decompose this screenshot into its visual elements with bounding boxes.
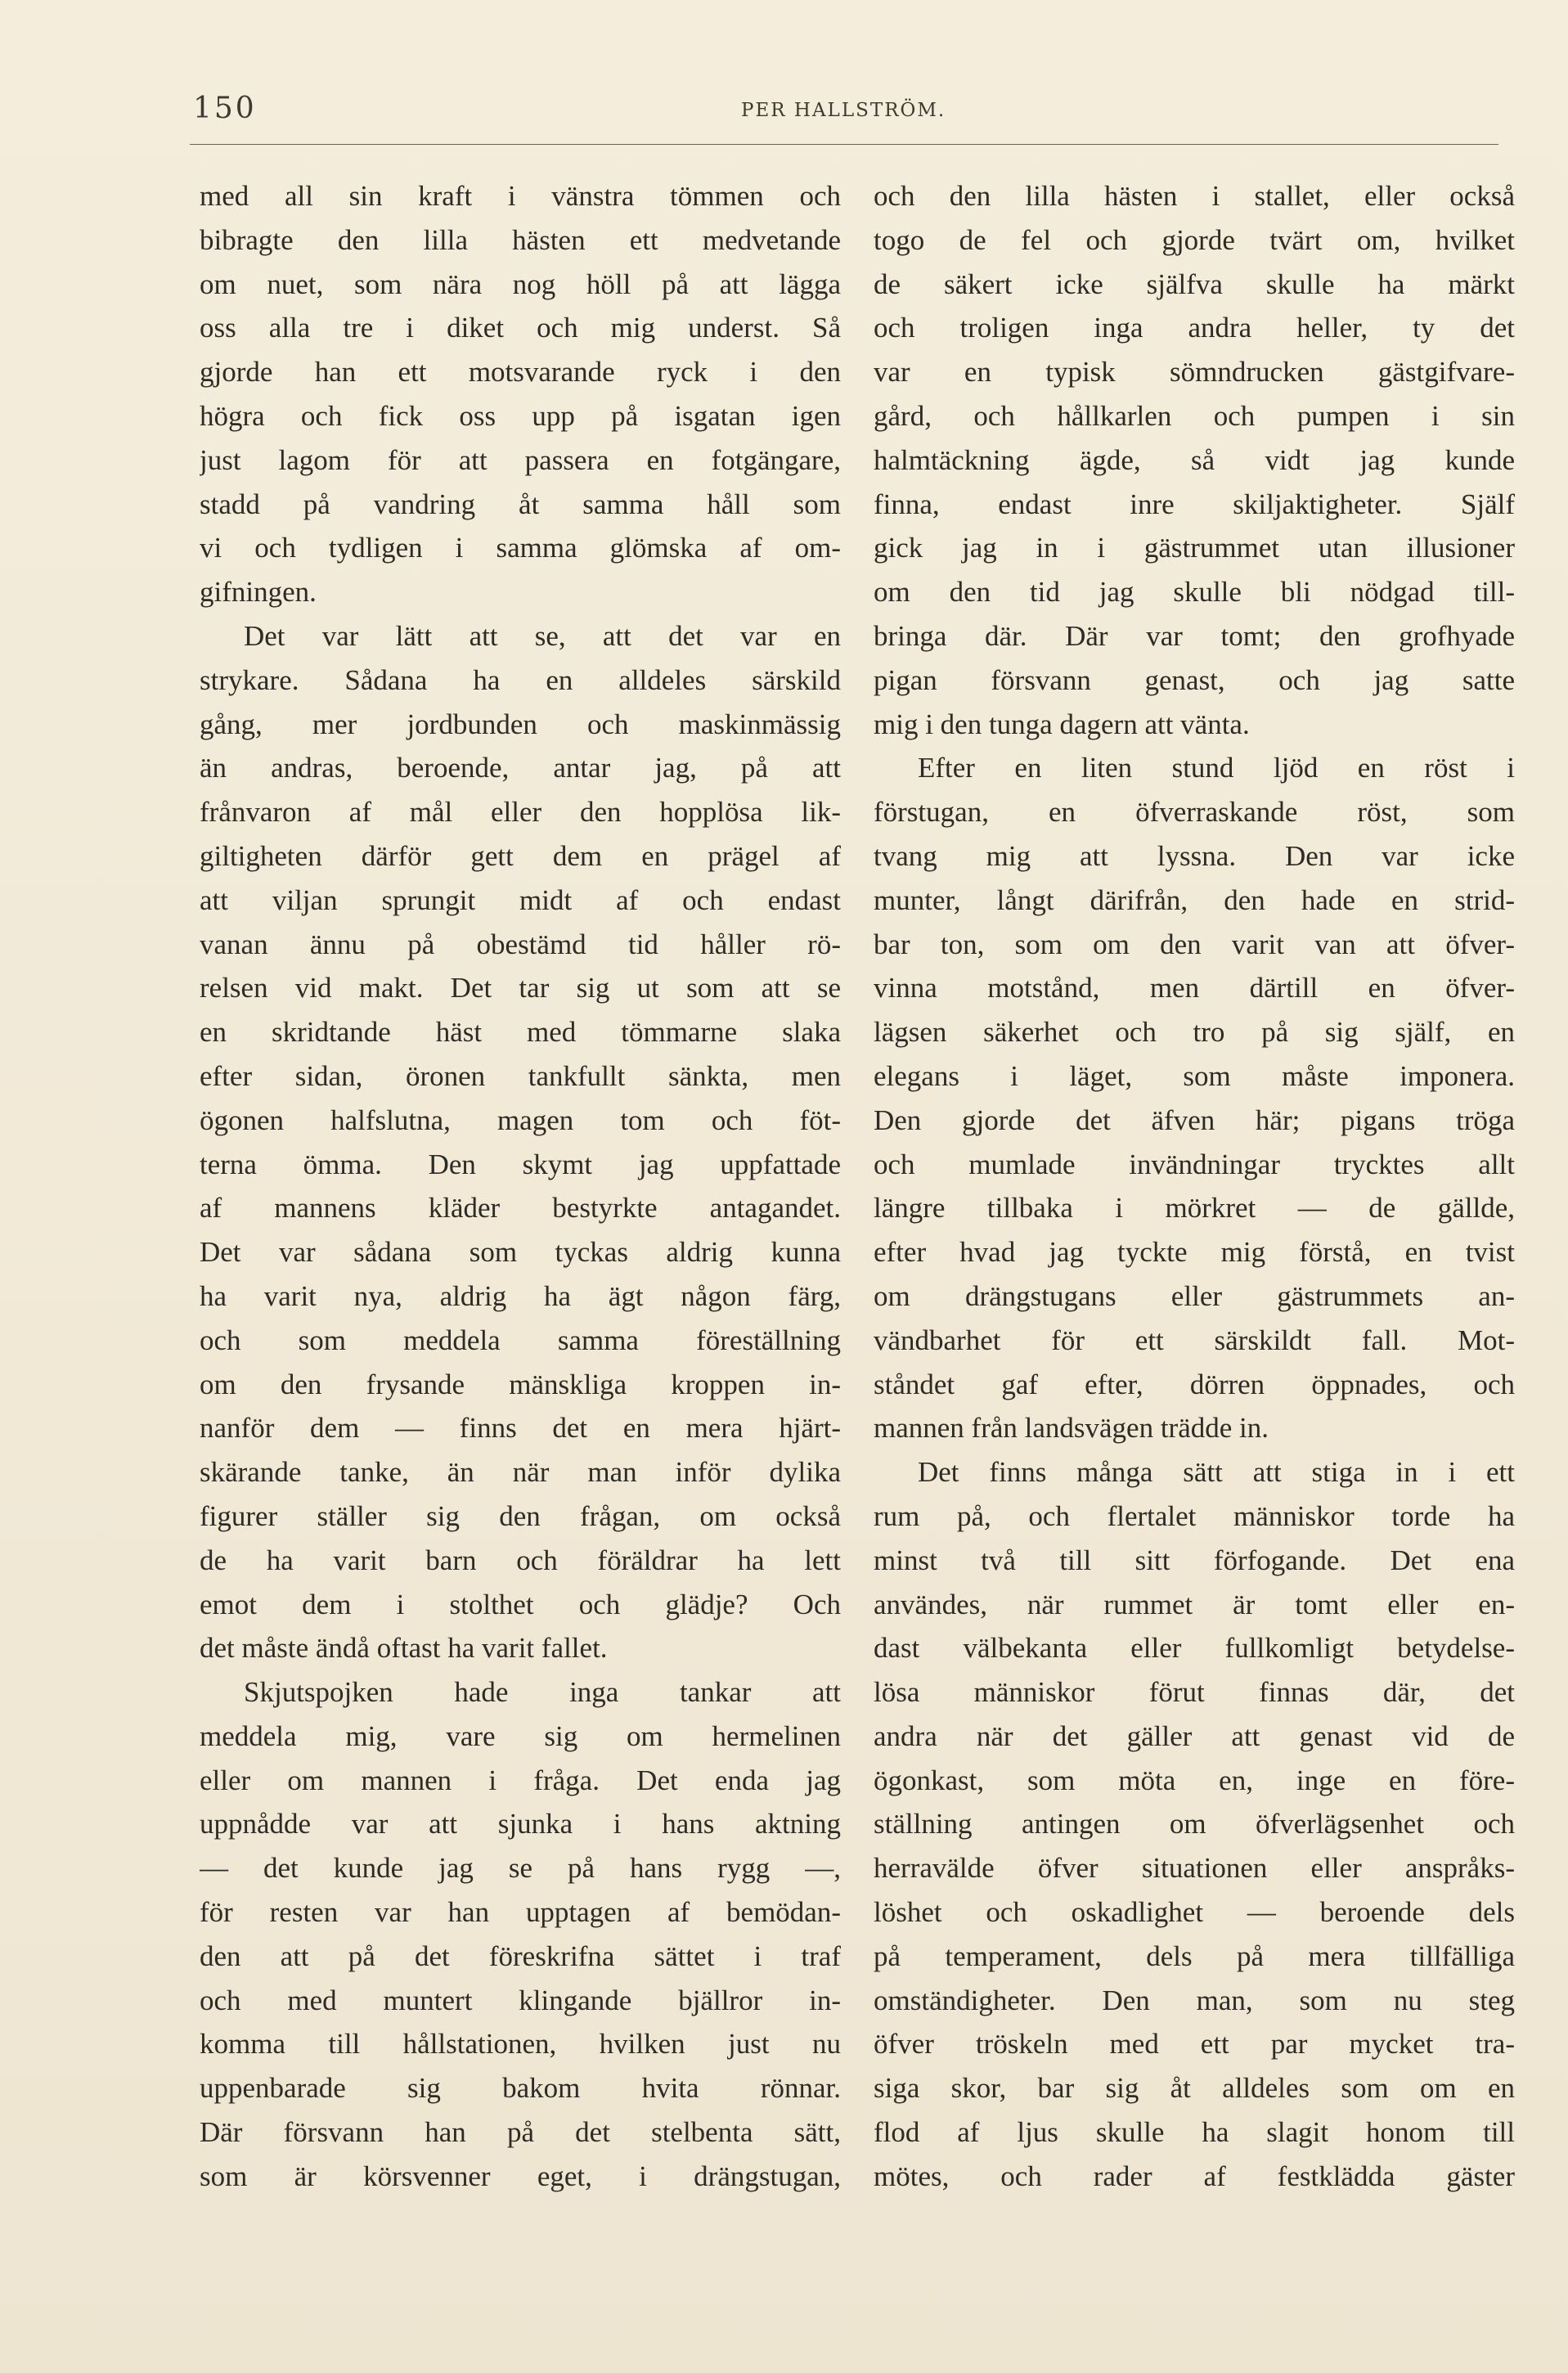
text-line: efter sidan, öronen tankfullt sänkta, men [200,1059,841,1092]
text-line: längre tillbaka i mörkret — de gällde, [874,1192,1515,1225]
text-line: gjorde han ett motsvarande ryck i den [200,356,841,389]
text-line: munter, långt därifrån, den hade en strid- [874,883,1515,916]
text-line: Där försvann han på det stelbenta sätt, [200,2116,841,2149]
text-line: vinna motstånd, men därtill en öfver- [874,972,1515,1004]
text-line: uppenbarade sig bakom hvita rönnar. [200,2072,841,2105]
text-line: och troligen inga andra heller, ty det [874,312,1515,344]
text-line: stadd på vandring åt samma håll som [200,488,841,520]
text-line: det måste ändå oftast ha varit fallet. [200,1632,608,1665]
text-line: finna, endast inre skiljaktigheter. Själf [874,488,1515,520]
text-line: med all sin kraft i vänstra tömmen och [200,180,841,212]
text-line: lösa människor förut finnas där, det [874,1676,1515,1709]
left-text-column [200,174,841,2199]
text-line: giltigheten därför gett dem en prägel af [200,839,841,872]
page-header [193,92,1502,141]
text-line: vi och tydligen i samma glömska af om- [200,532,841,564]
text-line: relsen vid makt. Det tar sig ut som att se [200,972,841,1004]
text-line: andra när det gäller att genast vid de [874,1719,1515,1752]
text-line: användes, när rummet är tomt eller en- [874,1588,1515,1620]
text-line: vanan ännu på obestämd tid håller rö- [200,928,841,960]
text-line: om den frysande mänskliga kroppen in- [200,1368,841,1400]
text-line: togo de fel och gjorde tvärt om, hvilket [874,223,1515,256]
text-line: ögonen halfslutna, magen tom och föt- [200,1103,841,1136]
text-line: rum på, och flertalet människor torde ha [874,1499,1515,1532]
text-line: emot dem i stolthet och glädje? Och [200,1588,841,1620]
text-line: som är körsvenner eget, i drängstugan, [200,2160,841,2192]
text-line: ha varit nya, aldrig ha ägt någon färg, [200,1279,841,1312]
header-rule [190,144,1498,145]
text-line: var en typisk sömndrucken gästgifvare- [874,356,1515,389]
text-line: de ha varit barn och föräldrar ha lett [200,1544,841,1576]
text-line: Skjutspojken hade inga tankar att [244,1676,841,1709]
text-line: ståndet gaf efter, dörren öppnades, och [874,1368,1515,1400]
text-line: — det kunde jag se på hans rygg —, [200,1852,841,1885]
text-line: figurer ställer sig den frågan, om också [200,1499,841,1532]
text-line: och den lilla hästen i stallet, eller också [874,180,1515,212]
text-line: herravälde öfver situationen eller anspråks- [874,1852,1515,1885]
text-line: löshet och oskadlighet — beroende dels [874,1896,1515,1929]
text-line: Det finns många sätt att stiga in i ett [918,1456,1515,1489]
text-line: ögonkast, som möta en, inge en före- [874,1764,1515,1796]
text-line: nanför dem — finns det en mera hjärt- [200,1412,841,1445]
text-line: högra och fick oss upp på isgatan igen [200,399,841,432]
page-number: 150 [193,92,257,125]
text-line: öfver tröskeln med ett par mycket tra- [874,2028,1515,2061]
right-text-column [874,174,1515,2199]
text-line: en skridtande häst med tömmarne slaka [200,1016,841,1049]
text-line: ställning antingen om öfverlägsenhet och [874,1808,1515,1840]
text-line: eller om mannen i fråga. Det enda jag [200,1764,841,1796]
text-line: just lagom för att passera en fotgängare, [200,443,841,476]
text-line: terna ömma. Den skymt jag uppfattade [200,1148,841,1180]
text-line: den att på det föreskrifna sättet i traf [200,1939,841,1972]
text-line: Det var sådana som tyckas aldrig kunna [200,1236,841,1269]
text-line: gård, och hållkarlen och pumpen i sin [874,399,1515,432]
running-head: PER HALLSTRÖM. [741,100,946,121]
text-line: meddela mig, vare sig om hermelinen [200,1719,841,1752]
text-line: mötes, och rader af festklädda gäster [874,2160,1515,2192]
text-line: än andras, beroende, antar jag, på att [200,752,841,784]
text-line: dast välbekanta eller fullkomligt betydelse- [874,1632,1515,1665]
text-line: Det var lätt att se, att det var en [244,619,841,652]
text-line: minst två till sitt förfogande. Det ena [874,1544,1515,1576]
text-line: och med muntert klingande bjällror in- [200,1984,841,2016]
text-line: Den gjorde det äfven här; pigans tröga [874,1103,1515,1136]
text-line: de säkert icke själfva skulle ha märkt [874,267,1515,300]
text-line: om drängstugans eller gästrummets an- [874,1279,1515,1312]
text-line: och mumlade invändningar trycktes allt [874,1148,1515,1180]
text-line: Efter en liten stund ljöd en röst i [918,752,1515,784]
text-line: flod af ljus skulle ha slagit honom till [874,2116,1515,2149]
text-line: bibragte den lilla hästen ett medvetande [200,223,841,256]
text-line: vändbarhet för ett särskildt fall. Mot- [874,1324,1515,1356]
text-line: förstugan, en öfverraskande röst, som [874,796,1515,829]
text-line: pigan försvann genast, och jag satte [874,663,1515,696]
text-line: gick jag in i gästrummet utan illusioner [874,532,1515,564]
text-line: gifningen. [200,576,317,609]
text-line: siga skor, bar sig åt alldeles som om en [874,2072,1515,2105]
text-line: att viljan sprungit midt af och endast [200,883,841,916]
text-line: efter hvad jag tyckte mig förstå, en tvist [874,1236,1515,1269]
text-line: strykare. Sådana ha en alldeles särskild [200,663,841,696]
text-line: gång, mer jordbunden och maskinmässig [200,708,841,740]
text-line: bringa där. Där var tomt; den grofhyade [874,619,1515,652]
text-line: om nuet, som nära nog höll på att lägga [200,267,841,300]
text-line: af mannens kläder bestyrkte antagandet. [200,1192,841,1225]
text-line: mannen från landsvägen trädde in. [874,1412,1269,1445]
text-line: skärande tanke, än när man inför dylika [200,1456,841,1489]
text-line: frånvaron af mål eller den hopplösa lik- [200,796,841,829]
text-line: om den tid jag skulle bli nödgad till- [874,576,1515,609]
text-line: för resten var han upptagen af bemödan- [200,1896,841,1929]
text-line: på temperament, dels på mera tillfälliga [874,1939,1515,1972]
text-line: och som meddela samma föreställning [200,1324,841,1356]
text-line: komma till hållstationen, hvilken just nu [200,2028,841,2061]
text-line: bar ton, som om den varit van att öfver- [874,928,1515,960]
text-line: oss alla tre i diket och mig underst. Så [200,312,841,344]
text-line: uppnådde var att sjunka i hans aktning [200,1808,841,1840]
text-line: mig i den tunga dagern att vänta. [874,708,1250,740]
text-line: halmtäckning ägde, så vidt jag kunde [874,443,1515,476]
text-line: lägsen säkerhet och tro på sig själf, en [874,1016,1515,1049]
text-line: tvang mig att lyssna. Den var icke [874,839,1515,872]
text-line: elegans i läget, som måste imponera. [874,1059,1515,1092]
text-line: omständigheter. Den man, som nu steg [874,1984,1515,2016]
